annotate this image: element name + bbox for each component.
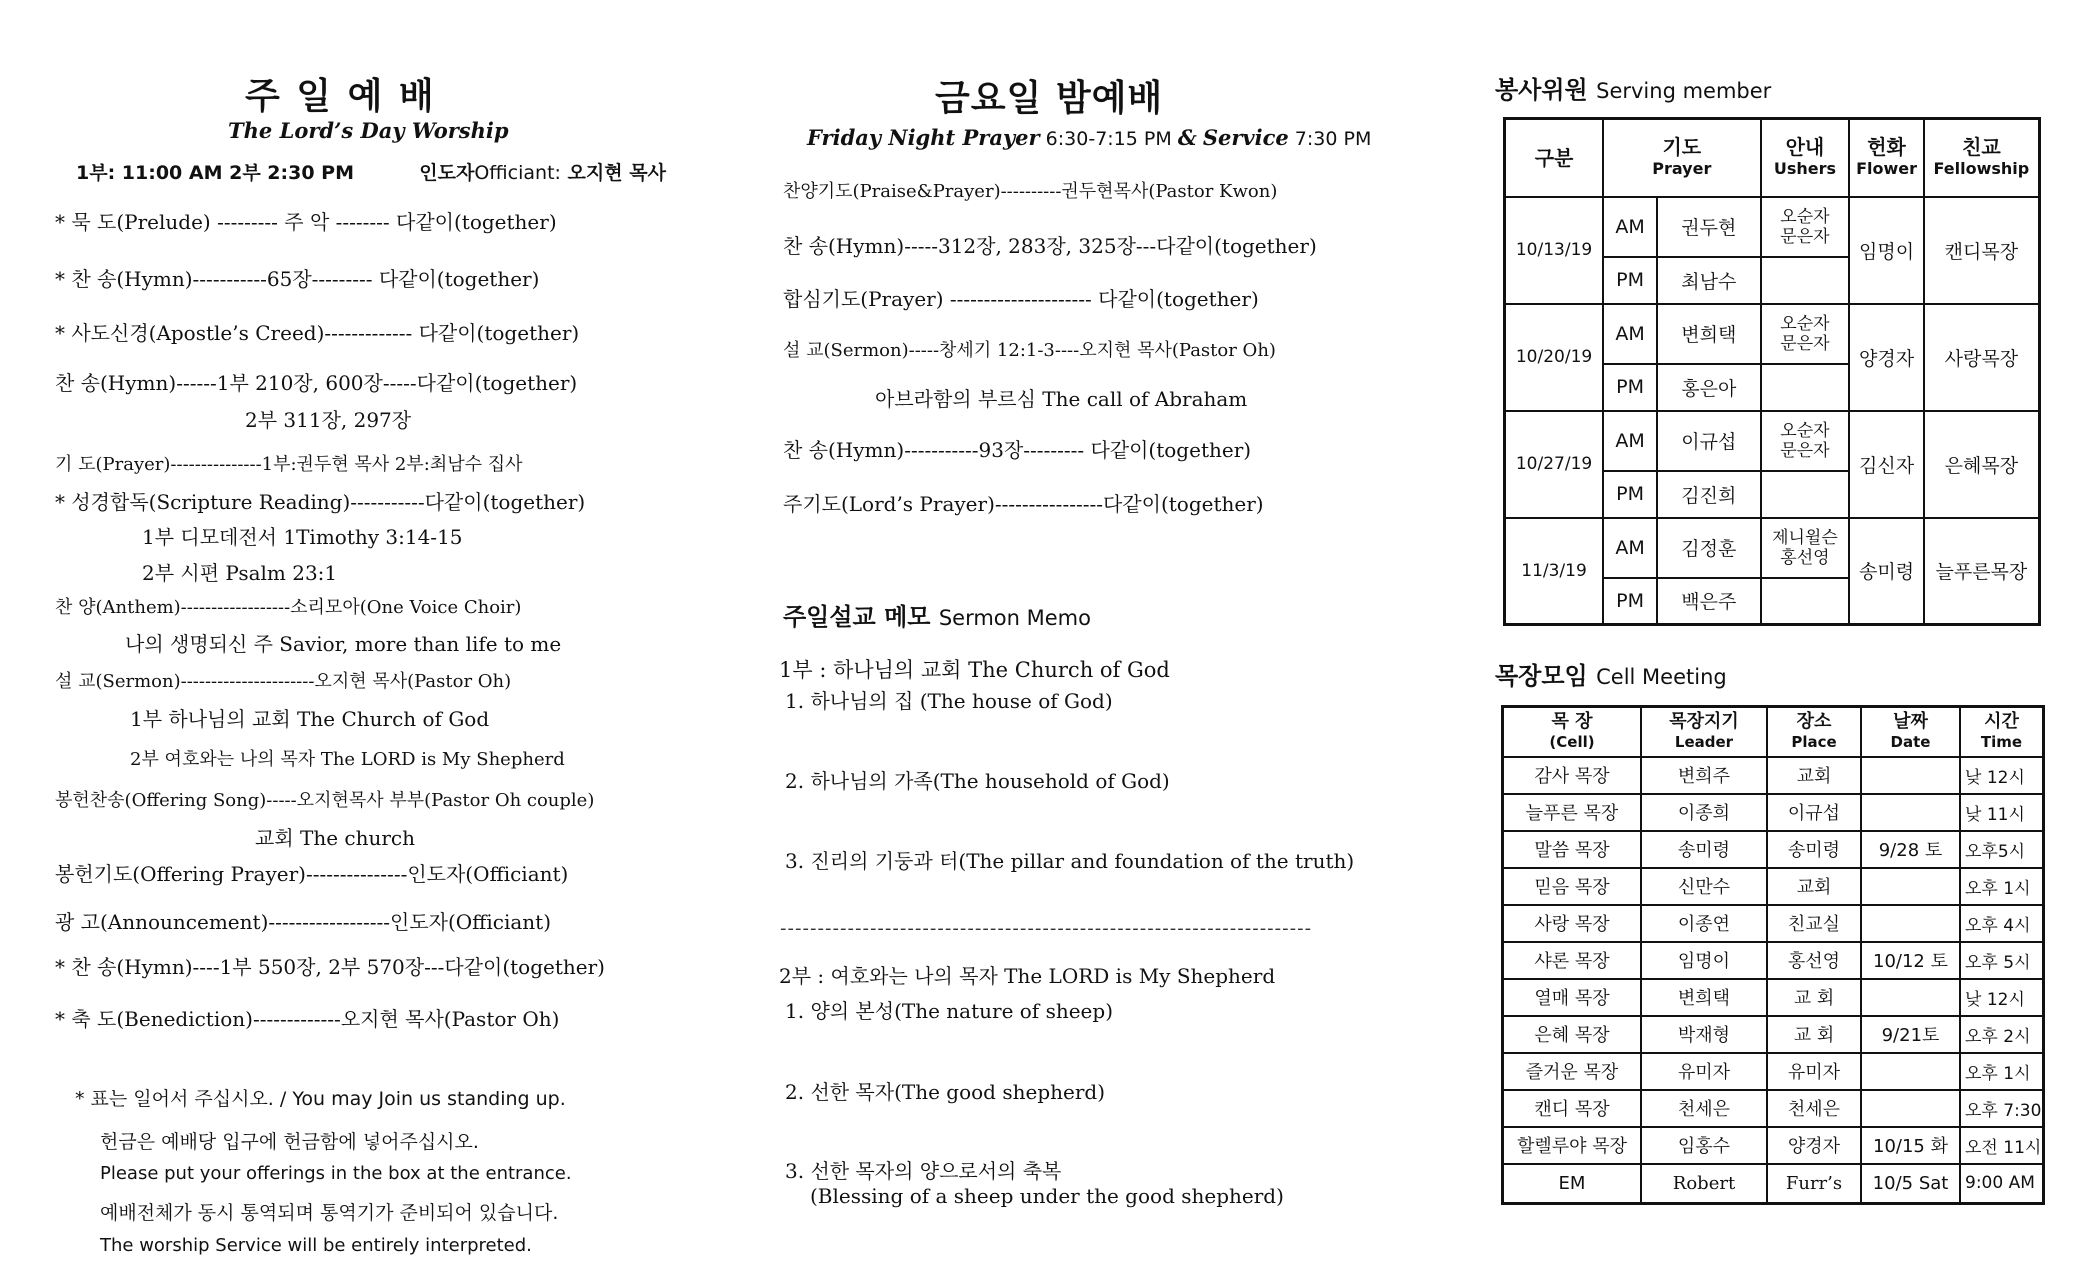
cell-name: 말씀 목장 xyxy=(1503,831,1642,868)
order-hymn-3: * 찬 송(Hymn)----1부 550장, 2부 570장---다같이(together) xyxy=(55,955,605,979)
cell-date xyxy=(1861,757,1960,794)
note-interpret-en: The worship Service will be entirely interpreted. xyxy=(100,1235,532,1256)
am-prayer: 권두현 xyxy=(1657,197,1760,257)
pm-label: PM xyxy=(1603,578,1657,625)
ushers-empty xyxy=(1761,364,1850,411)
cell-leader: 변희택 xyxy=(1641,979,1767,1016)
cell-place: 홍선영 xyxy=(1767,942,1861,979)
cell-time: 오후 1시 xyxy=(1960,868,2044,905)
cell-meeting-table xyxy=(1501,705,2045,1205)
officiant-label-en: Officiant: xyxy=(474,162,561,184)
col-header-place: 장소 Place xyxy=(1767,707,1861,757)
cell-time: 오후 7:30 xyxy=(1960,1090,2044,1127)
cell-leader: Robert xyxy=(1641,1164,1767,1204)
order-prelude: * 묵 도(Prelude) --------- 주 악 -------- 다같이(together) xyxy=(55,210,557,234)
cell-date xyxy=(1861,979,1960,1016)
cell-date xyxy=(1861,1053,1960,1090)
friday-service-time: 7:30 PM xyxy=(1294,128,1372,150)
friday-lords-prayer: 주기도(Lord’s Prayer)----------------다같이(together) xyxy=(783,492,1264,516)
cell-place: 양경자 xyxy=(1767,1127,1861,1164)
ushers-cell: 오순자 문은자 xyxy=(1761,304,1850,364)
sermon-memo-title xyxy=(783,597,1091,632)
col-header-time: 시간 Time xyxy=(1960,707,2044,757)
officiant-label: 인도자 xyxy=(419,162,475,184)
sermon-2: 2부 여호와는 나의 목자 The LORD is My Shepherd xyxy=(130,749,565,770)
cell-date: 10/5 Sat xyxy=(1861,1164,1960,1204)
cell-time: 오후 5시 xyxy=(1960,942,2044,979)
sermon-memo-title-en: Sermon Memo xyxy=(938,606,1091,630)
cell-time: 오후 4시 xyxy=(1960,905,2044,942)
friday-prayer-label: Friday Night Prayer xyxy=(807,125,1040,150)
cell-leader: 이종연 xyxy=(1641,905,1767,942)
col-header-prayer: 기도 Prayer xyxy=(1603,119,1760,197)
cell-place: 유미자 xyxy=(1767,1053,1861,1090)
col-header-category: 구분 xyxy=(1505,119,1604,197)
cell-place: 교회 xyxy=(1767,868,1861,905)
cell-leader: 변희주 xyxy=(1641,757,1767,794)
cell-row xyxy=(1503,831,2044,868)
cell-time: 오후 1시 xyxy=(1960,1053,2044,1090)
memo-1-point-1: 1. 하나님의 집 (The house of God) xyxy=(785,689,1113,713)
friday-sermon-title: 아브라함의 부르심 The call of Abraham xyxy=(875,387,1248,411)
cell-place: 교 회 xyxy=(1767,979,1861,1016)
memo-1-point-2: 2. 하나님의 가족(The household of God) xyxy=(785,769,1170,793)
cell-row xyxy=(1503,757,2044,794)
cell-name: 감사 목장 xyxy=(1503,757,1642,794)
cell-meeting-title-ko: 목장모임 xyxy=(1495,662,1588,690)
order-hymn-2: 찬 송(Hymn)------1부 210장, 600장-----다같이(together) xyxy=(55,371,578,395)
am-prayer: 이규섭 xyxy=(1657,411,1760,471)
cell-name: 늘푸른 목장 xyxy=(1503,794,1642,831)
cell-row xyxy=(1503,1090,2044,1127)
cell-name: EM xyxy=(1503,1164,1642,1204)
serving-title-en: Serving member xyxy=(1596,79,1772,103)
col-header-flower: 헌화 Flower xyxy=(1849,119,1923,197)
serving-title xyxy=(1495,70,1771,105)
cell-leader: 유미자 xyxy=(1641,1053,1767,1090)
note-standing: * 표는 일어서 주십시오. / You may Join us standing up. xyxy=(75,1088,566,1110)
cell-row xyxy=(1503,1127,2044,1164)
sunday-title: 주 일 예 배 xyxy=(245,76,436,117)
cell-place: Furr’s xyxy=(1767,1164,1861,1204)
cell-name: 샤론 목장 xyxy=(1503,942,1642,979)
serving-table xyxy=(1503,117,2041,626)
col-header-date: 날짜 Date xyxy=(1861,707,1960,757)
friday-hymn-1: 찬 송(Hymn)-----312장, 283장, 325장---다같이(together) xyxy=(783,234,1317,258)
anthem-title: 나의 생명되신 주 Savior, more than life to me xyxy=(125,632,562,656)
order-hymn-1: * 찬 송(Hymn)-----------65장--------- 다같이(together) xyxy=(55,267,540,291)
cell-date xyxy=(1861,1090,1960,1127)
sermon-memo-title-ko: 주일설교 메모 xyxy=(783,603,931,631)
ushers-empty xyxy=(1761,578,1850,625)
serving-header-row xyxy=(1505,119,2040,197)
pm-label: PM xyxy=(1603,471,1657,518)
fellowship-cell: 은혜목장 xyxy=(1924,411,2040,518)
flower-cell: 양경자 xyxy=(1849,304,1923,411)
cell-table-body xyxy=(1503,757,2044,1204)
cell-date xyxy=(1861,794,1960,831)
friday-service-label: Service xyxy=(1202,125,1289,150)
cell-time: 오후 2시 xyxy=(1960,1016,2044,1053)
memo-1-point-3: 3. 진리의 기둥과 터(The pillar and foundation of the truth) xyxy=(785,849,1355,873)
flower-cell: 임명이 xyxy=(1849,197,1923,304)
col-header-fellowship: 친교 Fellowship xyxy=(1924,119,2040,197)
cell-leader: 송미령 xyxy=(1641,831,1767,868)
flower-cell: 송미령 xyxy=(1849,518,1923,625)
order-offering-song: 봉헌찬송(Offering Song)-----오지현목사 부부(Pastor Oh couple) xyxy=(55,790,595,811)
serving-row xyxy=(1505,304,2040,364)
cell-place: 송미령 xyxy=(1767,831,1861,868)
sermon-1: 1부 하나님의 교회 The Church of God xyxy=(130,707,490,731)
cell-time: 오전 11시 xyxy=(1960,1127,2044,1164)
cell-place: 교회 xyxy=(1767,757,1861,794)
friday-prayer: 합심기도(Prayer) --------------------- 다같이(together) xyxy=(783,287,1259,311)
order-scripture: * 성경합독(Scripture Reading)-----------다같이(together) xyxy=(55,490,586,514)
service-times-text: 1부: 11:00 AM 2부 2:30 PM xyxy=(76,162,355,184)
memo-divider: ----------------------------------------------------------------------- xyxy=(780,918,1313,939)
pm-prayer: 홍은아 xyxy=(1657,364,1760,411)
cell-name: 열매 목장 xyxy=(1503,979,1642,1016)
friday-prayer-time: 6:30-7:15 PM xyxy=(1045,128,1172,150)
order-prayer: 기 도(Prayer)---------------1부:권두현 목사 2부:최남수 집사 xyxy=(55,454,523,475)
memo-2-heading: 2부 : 여호와는 나의 목자 The LORD is My Shepherd xyxy=(779,964,1276,988)
cell-time: 낮 12시 xyxy=(1960,757,2044,794)
cell-time: 오후5시 xyxy=(1960,831,2044,868)
friday-praise: 찬양기도(Praise&Prayer)----------권두현목사(Pastor Kwon) xyxy=(783,181,1278,202)
pm-label: PM xyxy=(1603,257,1657,304)
serving-date: 11/3/19 xyxy=(1505,518,1604,625)
officiant-name: 오지현 목사 xyxy=(567,162,666,184)
pm-prayer: 김진희 xyxy=(1657,471,1760,518)
am-label: AM xyxy=(1603,411,1657,471)
fellowship-cell: 늘푸른목장 xyxy=(1924,518,2040,625)
serving-date: 10/27/19 xyxy=(1505,411,1604,518)
fellowship-cell: 캔디목장 xyxy=(1924,197,2040,304)
sunday-subtitle: The Lord’s Day Worship xyxy=(228,118,509,143)
note-offering-en: Please put your offerings in the box at the entrance. xyxy=(100,1163,572,1184)
scripture-2: 2부 시편 Psalm 23:1 xyxy=(142,561,338,585)
flower-cell: 김신자 xyxy=(1849,411,1923,518)
cell-leader: 임홍수 xyxy=(1641,1127,1767,1164)
cell-date: 9/28 토 xyxy=(1861,831,1960,868)
order-benediction: * 축 도(Benediction)-------------오지현 목사(Pastor Oh) xyxy=(55,1007,560,1031)
cell-place: 이규섭 xyxy=(1767,794,1861,831)
cell-place: 친교실 xyxy=(1767,905,1861,942)
cell-time: 낮 11시 xyxy=(1960,794,2044,831)
am-label: AM xyxy=(1603,518,1657,578)
cell-date: 10/12 토 xyxy=(1861,942,1960,979)
service-times xyxy=(76,158,666,185)
ushers-cell: 오순자 문은자 xyxy=(1761,197,1850,257)
memo-1-heading: 1부 : 하나님의 교회 The Church of God xyxy=(779,658,1170,682)
cell-row xyxy=(1503,1016,2044,1053)
cell-leader: 임명이 xyxy=(1641,942,1767,979)
memo-2-point-3: 3. 선한 목자의 양으로서의 축복 xyxy=(785,1159,1062,1183)
order-sermon: 설 교(Sermon)----------------------오지현 목사(Pastor Oh) xyxy=(55,671,512,692)
cell-time: 9:00 AM xyxy=(1960,1164,2044,1204)
memo-2-point-1: 1. 양의 본성(The nature of sheep) xyxy=(785,999,1113,1023)
cell-meeting-title xyxy=(1495,656,1727,691)
cell-name: 은혜 목장 xyxy=(1503,1016,1642,1053)
cell-row xyxy=(1503,794,2044,831)
memo-2-point-2: 2. 선한 목자(The good shepherd) xyxy=(785,1080,1106,1104)
am-label: AM xyxy=(1603,304,1657,364)
cell-leader: 천세은 xyxy=(1641,1090,1767,1127)
fellowship-cell: 사랑목장 xyxy=(1924,304,2040,411)
order-anthem: 찬 양(Anthem)------------------소리모아(One Voice Choir) xyxy=(55,597,522,618)
cell-name: 사랑 목장 xyxy=(1503,905,1642,942)
pm-prayer: 백은주 xyxy=(1657,578,1760,625)
note-interpret-ko: 예배전체가 동시 통역되며 통역기가 준비되어 있습니다. xyxy=(100,1202,559,1224)
friday-subtitle xyxy=(807,125,1371,150)
am-prayer: 변희택 xyxy=(1657,304,1760,364)
cell-name: 믿음 목장 xyxy=(1503,868,1642,905)
order-announcement: 광 고(Announcement)------------------인도자(Officiant) xyxy=(55,910,552,934)
am-label: AM xyxy=(1603,197,1657,257)
ushers-empty xyxy=(1761,471,1850,518)
note-offering-ko: 헌금은 예배당 입구에 헌금함에 넣어주십시오. xyxy=(100,1131,479,1153)
cell-header-row xyxy=(1503,707,2044,757)
offering-song-title: 교회 The church xyxy=(255,826,416,850)
cell-place: 천세은 xyxy=(1767,1090,1861,1127)
cell-leader: 박재형 xyxy=(1641,1016,1767,1053)
cell-leader: 이종희 xyxy=(1641,794,1767,831)
ushers-empty xyxy=(1761,257,1850,304)
cell-row xyxy=(1503,1053,2044,1090)
serving-title-ko: 봉사위원 xyxy=(1495,76,1588,104)
cell-row xyxy=(1503,1164,2044,1204)
col-header-ushers: 안내 Ushers xyxy=(1761,119,1850,197)
serving-row xyxy=(1505,197,2040,257)
scripture-1: 1부 디모데전서 1Timothy 3:14-15 xyxy=(142,525,463,549)
cell-date: 10/15 화 xyxy=(1861,1127,1960,1164)
cell-name: 캔디 목장 xyxy=(1503,1090,1642,1127)
am-prayer: 김정훈 xyxy=(1657,518,1760,578)
cell-name: 할렐루야 목장 xyxy=(1503,1127,1642,1164)
cell-place: 교 회 xyxy=(1767,1016,1861,1053)
friday-sermon: 설 교(Sermon)-----창세기 12:1-3----오지현 목사(Pastor Oh) xyxy=(783,340,1276,361)
serving-row xyxy=(1505,518,2040,578)
cell-row xyxy=(1503,868,2044,905)
cell-row xyxy=(1503,905,2044,942)
ushers-cell: 제니윌슨 홍선영 xyxy=(1761,518,1850,578)
pm-label: PM xyxy=(1603,364,1657,411)
friday-hymn-2: 찬 송(Hymn)-----------93장--------- 다같이(together) xyxy=(783,438,1252,462)
serving-date: 10/13/19 xyxy=(1505,197,1604,304)
col-header-leader: 목장지기 Leader xyxy=(1641,707,1767,757)
cell-date xyxy=(1861,905,1960,942)
cell-leader: 신만수 xyxy=(1641,868,1767,905)
cell-date xyxy=(1861,868,1960,905)
order-creed: * 사도신경(Apostle’s Creed)------------- 다같이(together) xyxy=(55,321,580,345)
cell-meeting-title-en: Cell Meeting xyxy=(1596,665,1727,689)
memo-2-point-3-en: (Blessing of a sheep under the good shepherd) xyxy=(810,1184,1284,1208)
cell-row xyxy=(1503,979,2044,1016)
col-header-cell: 목 장 (Cell) xyxy=(1503,707,1642,757)
order-hymn-2-second: 2부 311장, 297장 xyxy=(245,408,412,432)
serving-date: 10/20/19 xyxy=(1505,304,1604,411)
friday-amp: & xyxy=(1177,125,1197,150)
cell-date: 9/21토 xyxy=(1861,1016,1960,1053)
serving-row xyxy=(1505,411,2040,471)
cell-time: 낮 12시 xyxy=(1960,979,2044,1016)
ushers-cell: 오순자 문은자 xyxy=(1761,411,1850,471)
cell-name: 즐거운 목장 xyxy=(1503,1053,1642,1090)
pm-prayer: 최남수 xyxy=(1657,257,1760,304)
friday-title: 금요일 밤예배 xyxy=(935,78,1164,119)
order-offering-prayer: 봉헌기도(Offering Prayer)---------------인도자(Officiant) xyxy=(55,862,569,886)
cell-row xyxy=(1503,942,2044,979)
